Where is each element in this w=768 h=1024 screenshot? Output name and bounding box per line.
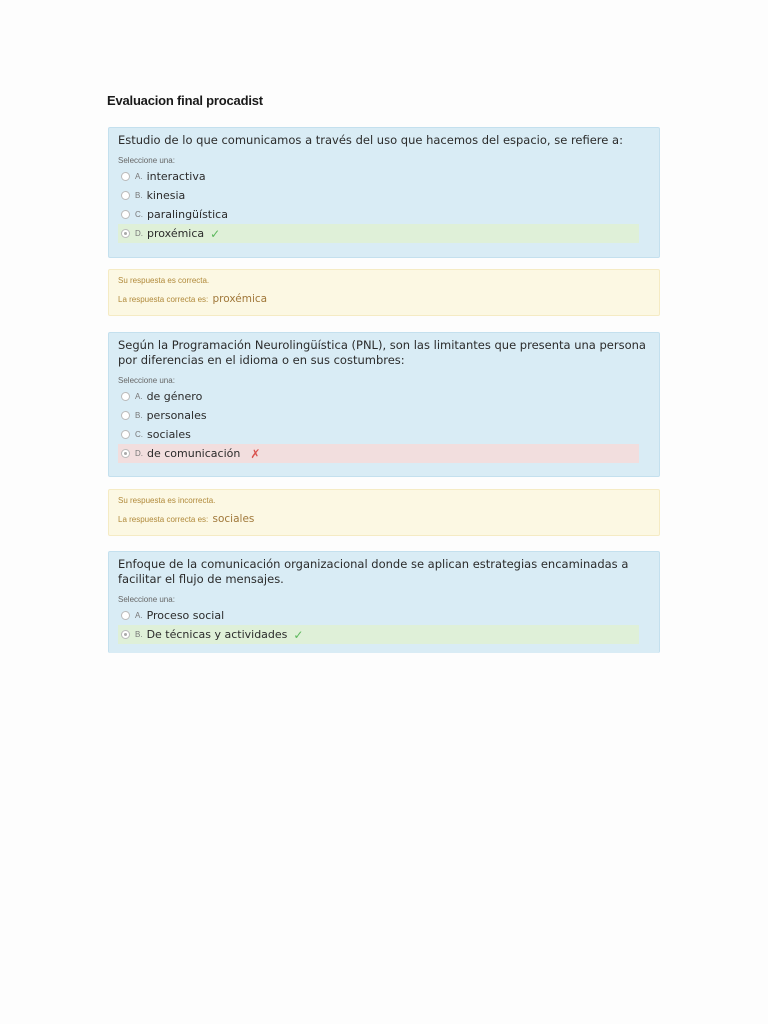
- option-text: Proceso social: [146, 609, 225, 622]
- radio-button[interactable]: [121, 210, 130, 219]
- option-text: paralingüística: [147, 208, 228, 221]
- feedback-correct-line: [118, 513, 650, 525]
- option-text: de género: [146, 390, 203, 403]
- option-letter: A.: [135, 611, 143, 620]
- option-b-selected-correct[interactable]: [118, 625, 639, 644]
- feedback-correct-line: [118, 293, 650, 305]
- option-a[interactable]: [118, 167, 639, 186]
- radio-button-checked[interactable]: [121, 449, 130, 458]
- page-title: Evaluacion final procadist: [107, 93, 263, 108]
- option-letter: C.: [135, 430, 143, 439]
- question-3: [108, 551, 660, 653]
- question-2: [108, 332, 660, 477]
- option-text: De técnicas y actividades: [146, 628, 288, 641]
- radio-button[interactable]: [121, 411, 130, 420]
- option-letter: C.: [135, 210, 143, 219]
- option-letter: A.: [135, 172, 143, 181]
- option-text: proxémica: [147, 227, 205, 240]
- option-d-selected-incorrect[interactable]: [118, 444, 639, 463]
- option-text: de comunicación: [147, 447, 241, 460]
- feedback-correct-answer: sociales: [212, 513, 255, 525]
- feedback-correct-label: La respuesta correcta es:: [118, 295, 209, 304]
- cross-icon: ✗: [250, 446, 261, 461]
- option-letter: B.: [135, 191, 143, 200]
- option-text: interactiva: [146, 170, 206, 183]
- option-c[interactable]: [118, 425, 639, 444]
- option-a[interactable]: [118, 606, 639, 625]
- radio-button[interactable]: [121, 611, 130, 620]
- question-1: [108, 127, 660, 258]
- radio-button[interactable]: [121, 191, 130, 200]
- select-prompt: Seleccione una:: [118, 595, 175, 604]
- option-letter: D.: [135, 229, 143, 238]
- option-b[interactable]: [118, 186, 639, 205]
- feedback-1: [108, 269, 660, 316]
- feedback-status: Su respuesta es incorrecta.: [118, 496, 216, 505]
- option-text: sociales: [147, 428, 191, 441]
- radio-button[interactable]: [121, 430, 130, 439]
- radio-button-checked[interactable]: [121, 229, 130, 238]
- feedback-correct-answer: proxémica: [212, 293, 268, 305]
- select-prompt: Seleccione una:: [118, 376, 175, 385]
- question-text: Estudio de lo que comunicamos a través del uso que hacemos del espacio, se refiere a:: [118, 133, 623, 147]
- option-letter: B.: [135, 411, 143, 420]
- option-d-selected-correct[interactable]: [118, 224, 639, 243]
- check-icon: ✓: [210, 226, 221, 241]
- radio-button-checked[interactable]: [121, 630, 130, 639]
- option-c[interactable]: [118, 205, 639, 224]
- option-letter: B.: [135, 630, 143, 639]
- option-text: personales: [146, 409, 207, 422]
- select-prompt: Seleccione una:: [118, 156, 175, 165]
- option-b[interactable]: [118, 406, 639, 425]
- option-text: kinesia: [146, 189, 186, 202]
- feedback-correct-label: La respuesta correcta es:: [118, 515, 209, 524]
- question-text: Enfoque de la comunicación organizacional donde se aplican estrategias encaminadas a facilitar el flujo de mensajes.: [118, 557, 629, 586]
- option-a[interactable]: [118, 387, 639, 406]
- check-icon: ✓: [293, 627, 304, 642]
- feedback-status: Su respuesta es correcta.: [118, 276, 210, 285]
- feedback-2: [108, 489, 660, 536]
- option-letter: D.: [135, 449, 143, 458]
- radio-button[interactable]: [121, 172, 130, 181]
- question-text: Según la Programación Neurolingüística (PNL), son las limitantes que presenta una persona por diferencias en el idioma o en sus costumbres:: [118, 338, 646, 367]
- radio-button[interactable]: [121, 392, 130, 401]
- option-letter: A.: [135, 392, 143, 401]
